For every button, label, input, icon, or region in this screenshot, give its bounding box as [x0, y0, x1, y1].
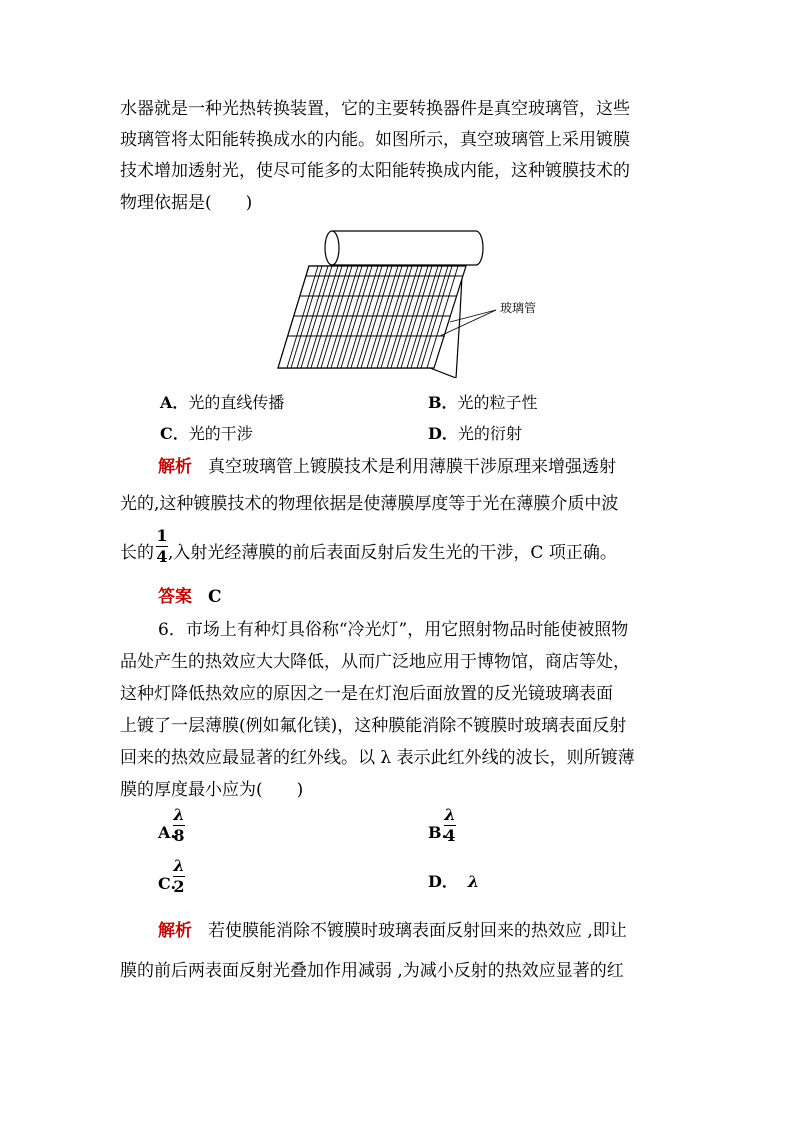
q6-stem-line-6: 膜的厚度最小应为( ) — [120, 780, 304, 800]
q6-option-a-fraction — [173, 807, 185, 844]
q5-analysis-line-2: 光的,这种镀膜技术的物理依据是使薄膜厚度等于光在薄膜介质中波 — [120, 494, 619, 514]
q5-option-b-letter: B． — [428, 393, 458, 412]
q5-fraction-numerator: 1 — [156, 526, 168, 545]
q6-option-d-value: λ — [467, 872, 480, 891]
q5-fraction-quarter — [156, 528, 168, 565]
q5-analysis-line-1 — [158, 459, 616, 476]
q5-option-c — [160, 426, 253, 442]
solar-water-heater-figure — [270, 226, 560, 378]
q5-stem-line-4: 物理依据是( ) — [120, 193, 253, 213]
q5-option-d-letter: D． — [428, 424, 458, 443]
q6-option-d-letter: D． — [428, 872, 458, 891]
q5-analysis-text-3-post: ,入射光经薄膜的前后表面反射后发生光的干涉，C 项正确。 — [168, 543, 617, 563]
q5-answer-value: C — [208, 587, 222, 607]
q5-answer — [158, 589, 222, 606]
q5-option-a-letter: A． — [160, 393, 189, 412]
q6-option-a-numerator: λ — [173, 805, 185, 824]
q5-analysis-text-1: 真空玻璃管上镀膜技术是利用薄膜干涉原理来增强透射 — [208, 457, 616, 477]
q6-option-c-denominator: 2 — [173, 877, 185, 896]
water-tank — [325, 231, 483, 265]
q5-analysis-label: 解析 — [158, 457, 192, 477]
q6-option-b-letter: B. — [428, 823, 448, 842]
q6-stem-line-1: 6．市场上有种灯具俗称“冷光灯”，用它照射物品时能使被照物 — [158, 620, 629, 640]
q5-option-a — [160, 395, 284, 411]
q6-stem-line-2: 品处产生的热效应大大降低，从而广泛地应用于博物馆，商店等处， — [120, 652, 630, 672]
q5-stem-line-3: 技术增加透射光，使尽可能多的太阳能转换成内能，这种镀膜技术的 — [120, 161, 630, 181]
q5-option-b-text: 光的粒子性 — [457, 393, 538, 412]
q6-option-d — [428, 874, 479, 890]
q6-option-a-denominator: 8 — [173, 826, 185, 845]
q6-option-b-numerator: λ — [444, 805, 456, 824]
q6-option-c-letter: C. — [158, 874, 177, 893]
q6-stem-line-5: 回来的热效应最显著的红外线。以 λ 表示此红外线的波长，则所镀薄 — [120, 748, 635, 768]
q5-option-c-letter: C． — [160, 424, 189, 443]
figure-label-glass-tube: 玻璃管 — [500, 301, 537, 315]
q6-option-b-fraction — [444, 807, 456, 844]
q5-fraction-denominator: 4 — [156, 547, 168, 566]
q6-analysis-label: 解析 — [158, 921, 192, 941]
q6-stem-line-4: 上镀了一层薄膜(例如氟化镁)，这种膜能消除不镀膜时玻璃表面反射 — [120, 716, 627, 736]
q5-stem-line-2: 玻璃管将太阳能转换成水的内能。如图所示，真空玻璃管上采用镀膜 — [120, 130, 630, 150]
q5-answer-label: 答案 — [158, 587, 192, 607]
q5-option-a-text: 光的直线传播 — [188, 393, 285, 412]
q6-option-b-denominator: 4 — [444, 826, 456, 845]
q5-option-d — [428, 426, 522, 442]
q5-analysis-text-3-pre: 长的 — [120, 543, 154, 563]
q6-stem-line-3: 这种灯降低热效应的原因之一是在灯泡后面放置的反光镜玻璃表面 — [120, 684, 613, 704]
q6-option-a-letter: A. — [158, 823, 176, 842]
q6-option-c-numerator: λ — [173, 856, 185, 875]
q5-stem-line-1: 水器就是一种光热转换装置，它的主要转换器件是真空玻璃管，这些 — [120, 99, 630, 119]
q6-analysis-text-1: 若使膜能消除不镀膜时玻璃表面反射回来的热效应 ,即让 — [208, 921, 627, 941]
q5-option-c-text: 光的干涉 — [188, 424, 253, 443]
q5-option-b — [428, 395, 538, 411]
q5-analysis-line-3 — [120, 545, 617, 562]
q6-option-c-fraction — [173, 858, 185, 895]
q6-analysis-line-1 — [158, 923, 627, 940]
q5-option-d-text: 光的衍射 — [457, 424, 522, 443]
q6-analysis-line-2: 膜的前后两表面反射光叠加作用减弱 ,为减小反射的热效应显著的红 — [120, 961, 624, 981]
